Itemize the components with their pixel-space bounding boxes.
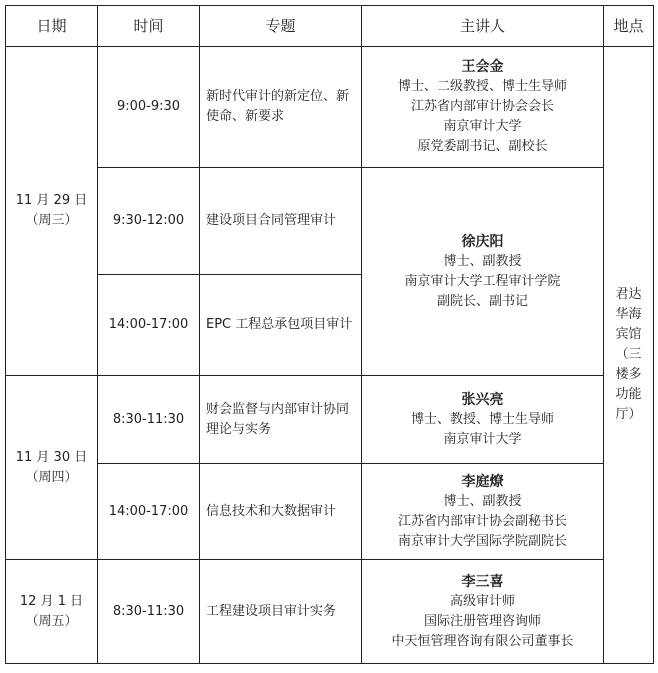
topic-cell: 财会监督与内部审计协同理论与实务 (200, 376, 362, 464)
venue-text: （三 (615, 347, 642, 362)
speaker-title-line: 博士、副教授 (443, 253, 522, 269)
header-speaker: 主讲人 (362, 6, 604, 47)
venue-text: 宾馆 (615, 327, 642, 342)
table-row (6, 376, 654, 464)
schedule-table (5, 5, 654, 664)
speaker-cell (362, 560, 604, 664)
speaker-title-line: 高级审计师 (449, 593, 515, 609)
speaker-title-line: 南京审计大学 (443, 431, 522, 447)
speaker-title-line: 江苏省内部审计协会会长 (410, 99, 554, 114)
date-cell (6, 47, 98, 376)
speaker-title-line: 南京审计大学国际学院副院长 (397, 533, 567, 549)
topic-cell: EPC 工程总承包项目审计 (200, 275, 362, 376)
speaker-cell (362, 464, 604, 560)
speaker-title-line: 南京审计大学 (443, 119, 522, 134)
time-cell: 9:00-9:30 (98, 47, 200, 168)
table-row (6, 168, 654, 275)
topic-cell: 新时代审计的新定位、新使命、新要求 (200, 47, 362, 168)
header-venue: 地点 (604, 6, 654, 47)
speaker-name: 李庭燎 (461, 473, 504, 490)
header-topic: 专题 (200, 6, 362, 47)
weekday-label: （周五） (25, 613, 78, 629)
header-date: 日期 (6, 6, 98, 47)
venue-text: 楼多 (615, 367, 642, 382)
date-label: 11 月 30 日 (15, 449, 88, 465)
speaker-cell (362, 47, 604, 168)
speaker-title-line: 国际注册管理咨询师 (423, 613, 541, 629)
table-row (6, 47, 654, 168)
table-row (6, 560, 654, 664)
date-label: 12 月 1 日 (19, 593, 84, 609)
date-cell (6, 376, 98, 560)
header-row (6, 6, 654, 47)
venue-text: 功能 (615, 387, 642, 402)
time-cell: 14:00-17:00 (98, 275, 200, 376)
time-cell: 9:30-12:00 (98, 168, 200, 275)
speaker-title-line: 江苏省内部审计协会副秘书长 (397, 513, 567, 529)
speaker-title-line: 中天恒管理咨询有限公司董事长 (391, 633, 574, 649)
header-time: 时间 (98, 6, 200, 47)
speaker-title-line: 原党委副书记、副校长 (417, 139, 548, 154)
topic-cell: 建设项目合同管理审计 (200, 168, 362, 275)
venue-text: 厅） (615, 407, 642, 422)
venue-text: 华海 (615, 307, 642, 322)
speaker-cell (362, 376, 604, 464)
weekday-label: （周四） (25, 469, 78, 485)
weekday-label: （周三） (25, 213, 78, 228)
venue-text: 君达 (615, 287, 642, 302)
date-label: 11 月 29 日 (15, 193, 88, 208)
speaker-title-line: 博士、副教授 (443, 493, 522, 509)
speaker-title-line: 南京审计大学工程审计学院 (404, 273, 561, 289)
speaker-name: 徐庆阳 (461, 233, 504, 250)
date-cell (6, 560, 98, 664)
venue-cell (604, 47, 654, 664)
topic-cell: 工程建设项目审计实务 (200, 560, 362, 664)
speaker-title-line: 博士、教授、博士生导师 (410, 411, 554, 427)
table-row (6, 464, 654, 560)
speaker-name: 张兴亮 (461, 391, 504, 408)
time-cell: 14:00-17:00 (98, 464, 200, 560)
speaker-name: 王会金 (461, 59, 504, 75)
speaker-name: 李三喜 (461, 573, 504, 590)
time-cell: 8:30-11:30 (98, 560, 200, 664)
speaker-title-line: 副院长、副书记 (436, 293, 528, 309)
speaker-cell (362, 168, 604, 376)
topic-cell: 信息技术和大数据审计 (200, 464, 362, 560)
speaker-title-line: 博士、二级教授、博士生导师 (397, 79, 567, 94)
time-cell: 8:30-11:30 (98, 376, 200, 464)
